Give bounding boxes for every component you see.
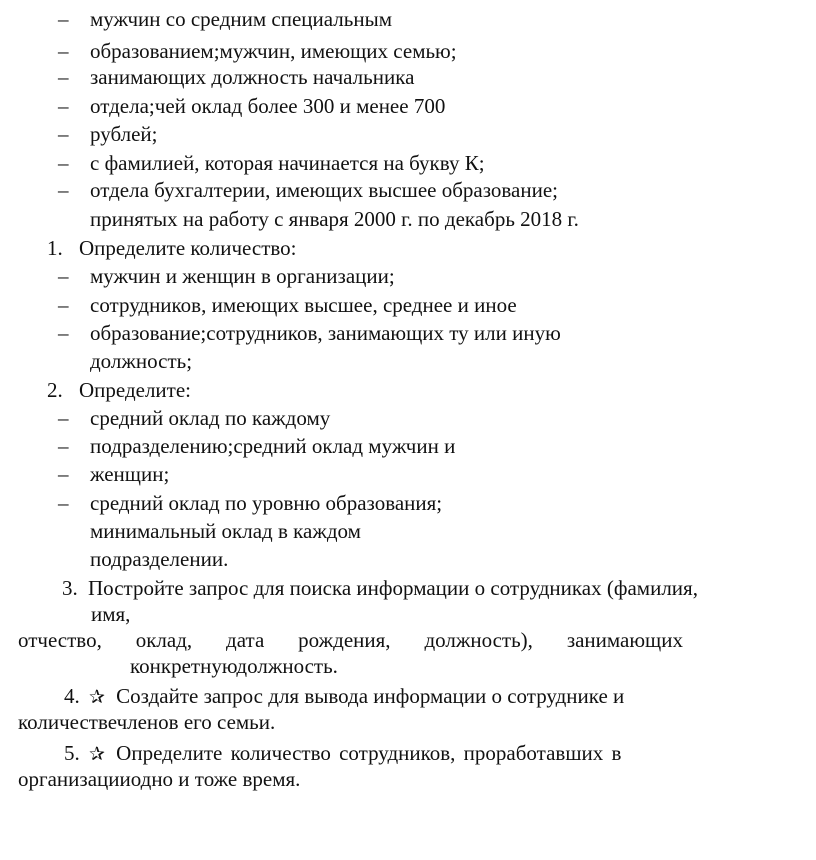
item-5-text: Определите количество сотрудников, проработавших в — [116, 741, 622, 765]
star-icon: ✰ — [89, 686, 105, 708]
item-3-text-line4: конкретнуюдолжность. — [130, 654, 338, 678]
item-4-text: Создайте запрос для вывода информации о сотруднике и — [116, 684, 625, 708]
list-continuation: подразделении. — [90, 547, 229, 571]
item-1-heading: Определите количество: — [79, 236, 297, 260]
item-1-number: 1. — [47, 236, 63, 260]
item-3-text-line3: отчество, оклад, дата рождения, должность), занимающих — [18, 628, 683, 652]
item-5-number: 5. — [64, 741, 80, 765]
item-3-text-line2: имя, — [91, 602, 131, 626]
list-continuation: должность; — [90, 349, 193, 373]
star-icon: ✰ — [89, 743, 105, 765]
item-5-line2: организацииодно и тоже время. — [18, 767, 301, 791]
item-4-line2: количествечленов его семьи. — [18, 710, 276, 734]
item-3-number: 3. — [62, 576, 78, 600]
item-5-line1 — [64, 740, 621, 766]
item-2-heading: Определите: — [79, 378, 192, 402]
item-4-line1 — [64, 683, 624, 709]
list-continuation: минимальный оклад в каждом — [90, 519, 361, 543]
list-continuation: принятых на работу с января 2000 г. по декабрь 2018 г. — [90, 207, 579, 231]
item-3-text-line1: Постройте запрос для поиска информации о сотрудниках (фамилия, — [88, 576, 698, 600]
item-2-number: 2. — [47, 378, 63, 402]
item-4-number: 4. — [64, 684, 80, 708]
